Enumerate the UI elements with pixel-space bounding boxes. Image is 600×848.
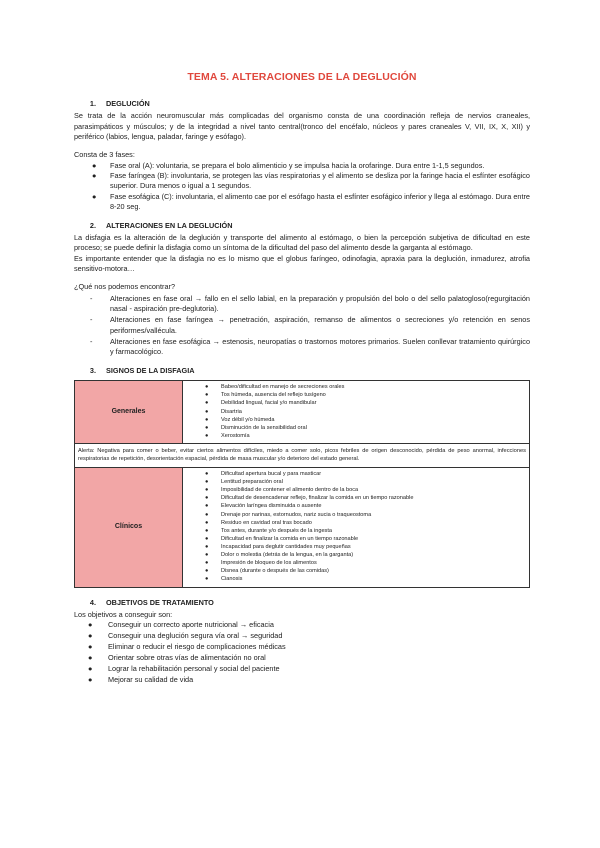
objectives-list <box>88 620 530 685</box>
list-item: ● Drenaje por narinas, estornudos, nariz sucia o traqueostoma <box>205 511 372 518</box>
section-title: ALTERACIONES EN LA DEGLUCIÓN <box>106 220 233 230</box>
paragraph-deglucion-intro: Se trata de la acción neuromuscular más complicadas del organismo consta de una coordinación refleja de nervios craneales, parasimpáticos y músculos; y de la integridad a nivel tanto central(tronco del encéfalo, núcleos y pares craneales V, VII, IX, X, XII) y periférico (labios, lengua, paladar, faringe y esófago). <box>74 111 530 141</box>
section-title: DEGLUCIÓN <box>106 98 150 108</box>
list-item: ● Mejorar su calidad de vida <box>88 674 194 684</box>
bullet-icon: ● <box>205 552 209 559</box>
bullet-icon: ● <box>88 631 93 641</box>
list-item: - Alteraciones en fase oral → fallo en el sello labial, en la preparación y propulsión del bolo o del sello palatogloso(regurgitación nasal - aspiración pre-deglutoria). <box>90 293 530 314</box>
document-title: TEMA 5. ALTERACIONES DE LA DEGLUCIÓN <box>187 71 417 83</box>
bullet-icon: ● <box>205 471 209 478</box>
bullet-icon: ● <box>88 663 93 673</box>
list-item: ● Fase faríngea (B): involuntaria, se protegen las vías respiratorias y el alimento se desliza por la faringe hacia el esfínter esofágico superior. Dura menos o igual a 1 segundos. <box>92 171 530 191</box>
bullet-icon: ● <box>205 479 209 486</box>
list-item: ● Dificultad apertura bucal y para masticar <box>205 471 322 478</box>
signs-table <box>74 380 530 587</box>
list-item: ● Tos húmeda, ausencia del reflejo tusígeno <box>205 392 326 399</box>
paragraph-objectives-intro: Los objetivos a conseguir son: <box>74 609 173 619</box>
bullet-icon: ● <box>205 576 209 583</box>
list-item: ● Dolor o molestia (detrás de la lengua, en la garganta) <box>205 552 354 559</box>
clinicos-cell <box>183 468 530 588</box>
bullet-icon: ● <box>88 620 93 630</box>
bullet-icon: ● <box>92 191 97 201</box>
bullet-icon: ● <box>205 568 209 575</box>
list-item: ● Babeo/dificultad en manejo de secreciones orales <box>205 384 345 391</box>
section-heading-alteraciones <box>74 221 530 231</box>
list-item: ● Dificultad de desencadenar reflejo, finalizar la comida en un tiempo razonable <box>205 495 414 502</box>
bullet-icon: ● <box>205 544 209 551</box>
list-item: ● Elevación laríngea disminuida o ausente <box>205 503 322 510</box>
generales-cell <box>183 381 530 444</box>
dash-icon: - <box>90 337 93 347</box>
list-item: ● Lentitud preparación oral <box>205 479 283 486</box>
list-item: ● Fase oral (A): voluntaria, se prepara el bolo alimenticio y se impulsa hacia la orofaringe. Dura entre 1-1,5 segundos. <box>92 160 485 170</box>
list-item: ● Fase esofágica (C): involuntaria, el alimento cae por el esófago hasta el esfínter esofágico inferior y llega al estómago. Dura entre 8-20 seg. <box>92 191 530 212</box>
list-item: ● Dificultad en finalizar la comida en un tiempo razonable <box>205 535 359 542</box>
bullet-icon: ● <box>205 432 209 439</box>
table-row <box>75 381 530 444</box>
list-item: ● Incapacidad para deglutir cantidades muy pequeñas <box>205 544 351 551</box>
section-heading-deglucion <box>74 99 530 109</box>
bullet-icon: ● <box>92 160 97 170</box>
category-generales: Generales <box>75 381 183 444</box>
bullet-icon: ● <box>205 495 209 502</box>
bullet-icon: ● <box>88 652 93 662</box>
section-title: OBJETIVOS DE TRATAMIENTO <box>106 597 214 607</box>
list-item: - Alteraciones en fase faríngea → penetración, aspiración, remanso de alimentos o secreciones y/o retención en senos periformes/vallécula. <box>90 315 530 335</box>
bullet-icon: ● <box>205 535 209 542</box>
bullet-icon: ● <box>205 519 209 526</box>
list-item: - Alteraciones en fase esofágica → estenosis, neuropatías o trastornos motores primarios. Suelen conllevar tratamiento quirúrgico y farmacológico. <box>90 337 530 357</box>
table-row <box>75 443 530 467</box>
table-row <box>75 468 530 588</box>
dash-icon: - <box>90 293 93 303</box>
list-item: ● Xerostomía <box>205 432 250 439</box>
list-item: ● Imposibilidad de contener el alimento dentro de la boca <box>205 487 359 494</box>
list-item: ● Conseguir un correcto aporte nutricional → eficacia <box>88 620 274 630</box>
list-item: ● Disartria <box>205 408 242 415</box>
list-item: ● Cianosis <box>205 576 243 583</box>
document-page <box>74 70 530 685</box>
bullet-icon: ● <box>205 400 209 407</box>
bullet-icon: ● <box>205 511 209 518</box>
bullet-icon: ● <box>205 424 209 431</box>
paragraph-disfagia-difference: Es importante entender que la disfagia no es lo mismo que el globus faríngeo, odinofagia, apraxia para la deglución, inmadurez, atrofia sensitivo-motora… <box>74 253 530 273</box>
list-item: ● Disminución de la sensibilidad oral <box>205 424 307 431</box>
phases-list <box>92 161 530 213</box>
bullet-icon: ● <box>205 527 209 534</box>
list-item: ● Debilidad lingual, facial y/o mandibular <box>205 400 317 407</box>
section-number: 2. <box>89 220 96 230</box>
bullet-icon: ● <box>205 384 209 391</box>
list-item: ● Eliminar o reducir el riesgo de complicaciones médicas <box>88 642 286 651</box>
paragraph-question: ¿Qué nos podemos encontrar? <box>74 282 175 292</box>
section-number: 3. <box>89 365 96 375</box>
list-item: ● Voz débil y/o húmeda <box>205 416 275 423</box>
bullet-icon: ● <box>205 487 209 494</box>
section-heading-signos <box>74 366 530 376</box>
section-title: SIGNOS DE LA DISFAGIA <box>106 365 195 375</box>
dash-icon: - <box>90 315 93 325</box>
generales-list <box>205 383 525 440</box>
list-item: ● Lograr la rehabilitación personal y social del paciente <box>88 663 280 673</box>
bullet-icon: ● <box>205 408 209 415</box>
bullet-icon: ● <box>205 416 209 423</box>
bullet-icon: ● <box>92 171 97 181</box>
bullet-icon: ● <box>205 560 209 567</box>
bullet-icon: ● <box>88 674 93 684</box>
paragraph-phases-label: Consta de 3 fases: <box>74 150 135 160</box>
paragraph-disfagia-definition: La disfagia es la alteración de la deglución y transporte del alimento al estómago, o bien la percepción subjetiva de dificultad en este proceso; se puede definir la disfagia como un síntoma de la dificultad del paso del alimento desde la garganta al estómago. <box>74 232 530 253</box>
alert-note: Alerta: Negativa para comer o beber, evitar ciertos alimentos difíciles, miedo a comer solo, picos febriles de origen desconocido, pérdida de peso anormal, infecciones respiratorias de repetición, desorientación espacial, pérdida de masa muscular y/o deterioro del estado general. <box>75 443 530 467</box>
alterations-list <box>90 294 530 358</box>
list-item: ● Conseguir una deglución segura vía oral → seguridad <box>88 631 283 641</box>
section-number: 1. <box>89 98 96 108</box>
clinicos-list <box>205 470 525 584</box>
section-number: 4. <box>89 597 96 607</box>
category-clinicos: Clínicos <box>75 468 183 588</box>
list-item: ● Disnea (durante o después de las comidas) <box>205 568 329 575</box>
bullet-icon: ● <box>205 503 209 510</box>
list-item: ● Orientar sobre otras vías de alimentación no oral <box>88 652 266 662</box>
bullet-icon: ● <box>205 392 209 399</box>
bullet-icon: ● <box>88 642 93 651</box>
list-item: ● Residuo en cavidad oral tras bocado <box>205 519 312 526</box>
list-item: ● Impresión de bloqueo de los alimentos <box>205 560 317 567</box>
list-item: ● Tos antes, durante y/o después de la ingesta <box>205 527 333 534</box>
section-heading-objetivos <box>74 598 530 608</box>
